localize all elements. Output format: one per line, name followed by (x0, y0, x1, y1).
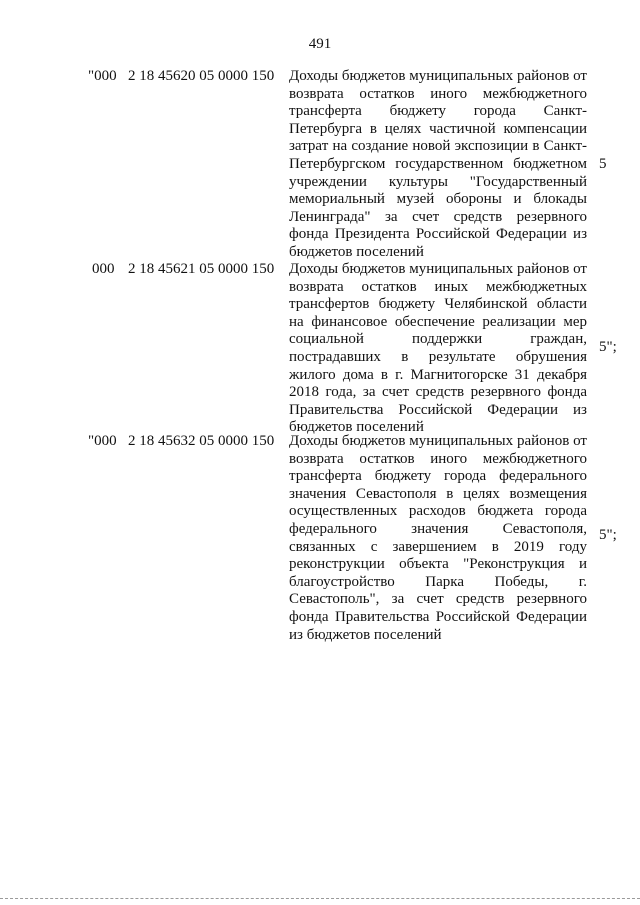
page-number: 491 (308, 36, 332, 52)
row-amount: 5"; (599, 527, 617, 543)
row-amount: 5 (599, 156, 607, 172)
row-code-prefix: "000 (88, 68, 117, 84)
scan-edge-line (0, 898, 640, 899)
row-code: 2 18 45621 05 0000 150 (128, 261, 275, 277)
row-amount: 5"; (599, 339, 617, 355)
row-description: Доходы бюджетов муниципальных районов от возврата остатков иного межбюджетного трансферта бюджету города федерального значения Севастополя в целях возмещения осуществленных расходов бюджета города федерального значения Севастополя, связанных с завершением в 2019 году реконструкции объекта "Реконструкция и благоустройство Парка Победы, г. Севастополь", за счет средств резервного фонда Правительства Российской Федерации из бюджетов поселений (289, 433, 587, 643)
row-code-prefix: "000 (88, 433, 117, 449)
row-code-prefix: 000 (92, 261, 115, 277)
row-description: Доходы бюджетов муниципальных районов от возврата остатков иных межбюджетных трансфертов бюджету Челябинской области на финансовое обеспечение реализации мер социальной поддержки граждан, пострадавших в результате обрушения жилого дома в г. Магнитогорске 31 декабря 2018 года, за счет средств резервного фонда Правительства Российской Федерации из бюджетов поселений (289, 261, 587, 436)
row-code: 2 18 45632 05 0000 150 (128, 433, 275, 449)
row-description: Доходы бюджетов муниципальных районов от возврата остатков иного межбюджетного трансферта бюджету города Санкт-Петербурга в целях частичной компенсации затрат на создание новой экспозиции в Санкт-Петербургском государственном бюджетном учреждении культуры "Государственный мемориальный музей обороны и блокады Ленинграда" за счет средств резервного фонда Президента Российской Федерации из бюджетов поселений (289, 68, 587, 260)
row-code: 2 18 45620 05 0000 150 (128, 68, 275, 84)
